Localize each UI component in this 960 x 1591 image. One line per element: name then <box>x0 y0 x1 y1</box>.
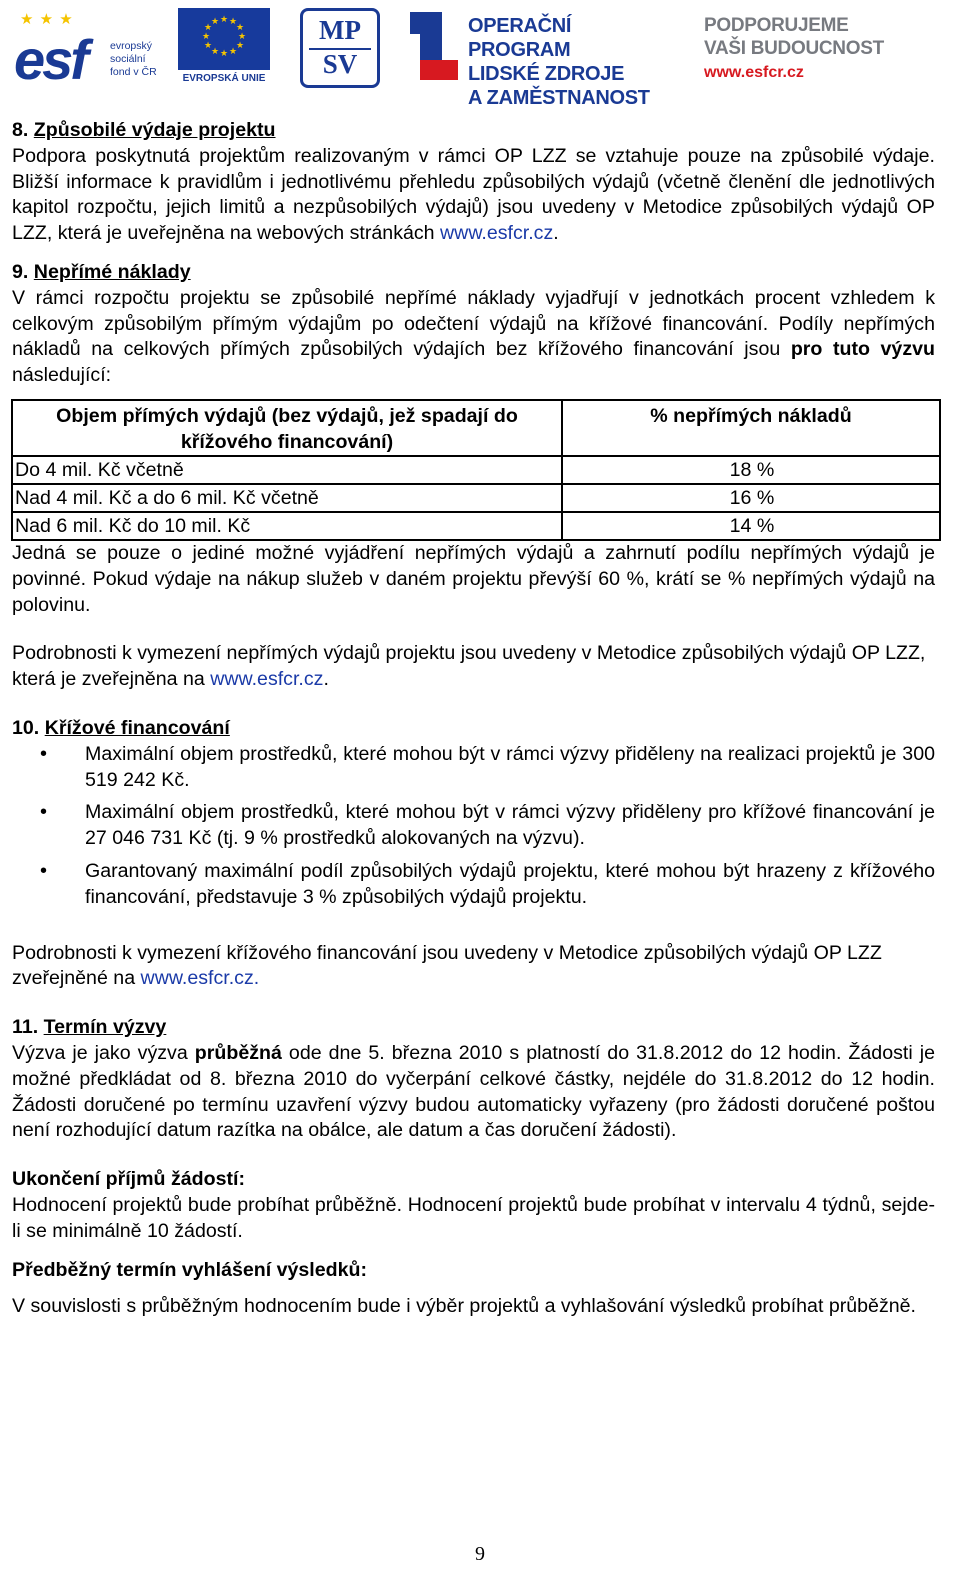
list-item: • Maximální objem prostředků, které mohou být v rámci výzvy přiděleny na realizaci projektů je 300 519 242 Kč. <box>12 742 935 794</box>
document-body <box>12 118 935 1320</box>
esfcr-link[interactable]: www.esfcr.cz <box>440 222 554 245</box>
section-8-text: Podpora poskytnutá projektům realizovaným v rámci OP LZZ se vztahuje pouze na způsobilé výdaje. Bližší informace k pravidlům i jednotlivému přehledu způsobilých výdajů (včetně členění dle jednotlivých kapitol rozpočtu, jejich limitů a nezpůsobilých výdajů) jsou uvedeny v Metodice způsobilých výdajů OP LZZ, která je uveřejněna na webových stránkách www.esfcr.cz. <box>12 144 935 245</box>
list-item: • Garantovaný maximální podíl způsobilých výdajů projektu, které mohou být hrazeny z křížového financování, představuje 3 % způsobilých výdajů projektu. <box>12 859 935 911</box>
eu-flag-icon <box>178 8 270 70</box>
list-item: • Maximální objem prostředků, které mohou být v rámci výzvy přiděleny pro křížové financování je 27 046 731 Kč (tj. 9 % prostředků alokovaných na výzvu). <box>12 800 935 852</box>
table-header-percent: % nepřímých nákladů <box>562 400 940 456</box>
eu-logo <box>178 8 270 88</box>
section-9-heading: 9. Nepřímé náklady <box>12 260 191 283</box>
application-end-text: Hodnocení projektů bude probíhat průběžně. Hodnocení projektů bude probíhat v intervalu 4 týdnů, sejde-li se minimálně 10 žádostí. <box>12 1193 935 1242</box>
section-9-text: V rámci rozpočtu projektu se způsobilé nepřímé náklady vyjadřují v jednotkách procent vzhledem k celkovým způsobilým přímým výdajům po odečtení výdajů na křížové financování. Podíly nepřímých nákladů na celkových přímých způsobilých výdajích bez křížového financování jsou pro tuto výzvu následující: <box>12 286 935 387</box>
op-lzz-mark-icon <box>410 12 460 82</box>
section-9-note: Jedná se pouze o jediné možné vyjádření nepřímých výdajů a zahrnutí podílu nepřímých výdajů je povinné. Pokud výdaje na nákup služeb v daném projektu převýší 60 %, krátí se % nepřímých výdajů na polovinu. <box>12 541 935 616</box>
svg-text:★: ★ <box>210 17 220 27</box>
table-row: Nad 6 mil. Kč do 10 mil. Kč 14 % <box>12 512 940 540</box>
results-text: V souvislosti s průběžným hodnocením bude i výběr projektů a vyhlašování výsledků probíhat průběžně. <box>12 1295 916 1318</box>
esf-caption: evropský sociální fond v ČR <box>110 40 157 78</box>
op-lzz-logo <box>410 8 672 109</box>
esfcr-link[interactable]: www.esfcr.cz <box>210 668 324 691</box>
section-9-details: Podrobnosti k vymezení nepřímých výdajů projektu jsou uvedeny v Metodice způsobilých výdajů OP LZZ, která je zveřejněna na www.esfcr.cz. <box>12 642 926 691</box>
svg-text:★: ★ <box>228 47 238 57</box>
table-row: Nad 4 mil. Kč a do 6 mil. Kč včetně 16 % <box>12 484 940 512</box>
header-logos <box>14 8 944 109</box>
esf-logo <box>14 8 166 91</box>
section-11-heading: 11. Termín výzvy <box>12 1016 167 1039</box>
esf-logo-word: esf <box>14 28 86 91</box>
svg-text:★: ★ <box>235 23 245 33</box>
podporujeme-logo: PODPORUJEME VAŠI BUDOUCNOST www.esfcr.cz <box>704 15 884 81</box>
page-number: 9 <box>475 1543 485 1565</box>
mpsv-logo: MP SV <box>300 8 378 88</box>
application-end-heading: Ukončení příjmů žádostí: <box>12 1168 245 1191</box>
svg-text:★: ★ <box>237 32 247 42</box>
podporujeme-url: www.esfcr.cz <box>704 64 804 81</box>
eu-caption: EVROPSKÁ UNIE <box>182 73 266 84</box>
esf-stars-icon: ★ ★ ★ <box>20 11 74 28</box>
table-header-volume: Objem přímých výdajů (bez výdajů, jež spadají do křížového financování) <box>12 400 562 456</box>
svg-text:★: ★ <box>203 41 213 51</box>
table-header-row <box>12 400 940 456</box>
svg-text:★: ★ <box>219 49 229 59</box>
svg-text:★: ★ <box>210 47 220 57</box>
table-row: Do 4 mil. Kč včetně 18 % <box>12 456 940 484</box>
svg-text:★: ★ <box>219 15 229 25</box>
results-heading: Předběžný termín vyhlášení výsledků: <box>12 1258 368 1281</box>
section-11-text: Výzva je jako výzva průběžná ode dne 5. března 2010 s platností do 31.8.2012 do 12 hodin. Žádosti je možné předkládat od 8. března 2010 do vyčerpání celkové částky, nejdéle do 31.8.2012 do 12 hodin. Žádosti doručené po termínu uzavření výzvy budou automaticky vyřazeny (pro žádosti doručené poštou není rozhodující datum razítka na obálce, ale datum a čas doručení žádosti). <box>12 1041 935 1142</box>
section-10-heading: 10. Křížové financování <box>12 716 230 739</box>
op-lzz-text: OPERAČNÍ PROGRAM LIDSKÉ ZDROJE A ZAMĚSTNANOST <box>468 15 650 109</box>
esfcr-link[interactable]: www.esfcr.cz. <box>140 967 260 990</box>
cross-financing-list <box>12 742 935 911</box>
section-10-details: Podrobnosti k vymezení křížového financování jsou uvedeny v Metodice způsobilých výdajů OP LZZ zveřejněné na www.esfcr.cz. <box>12 941 882 990</box>
section-8-heading: 8. Způsobilé výdaje projektu <box>12 119 276 141</box>
svg-text:★: ★ <box>235 41 245 51</box>
svg-text:★: ★ <box>203 23 213 33</box>
indirect-costs-table <box>11 399 941 541</box>
svg-text:★: ★ <box>201 32 211 42</box>
svg-text:★: ★ <box>228 17 238 27</box>
